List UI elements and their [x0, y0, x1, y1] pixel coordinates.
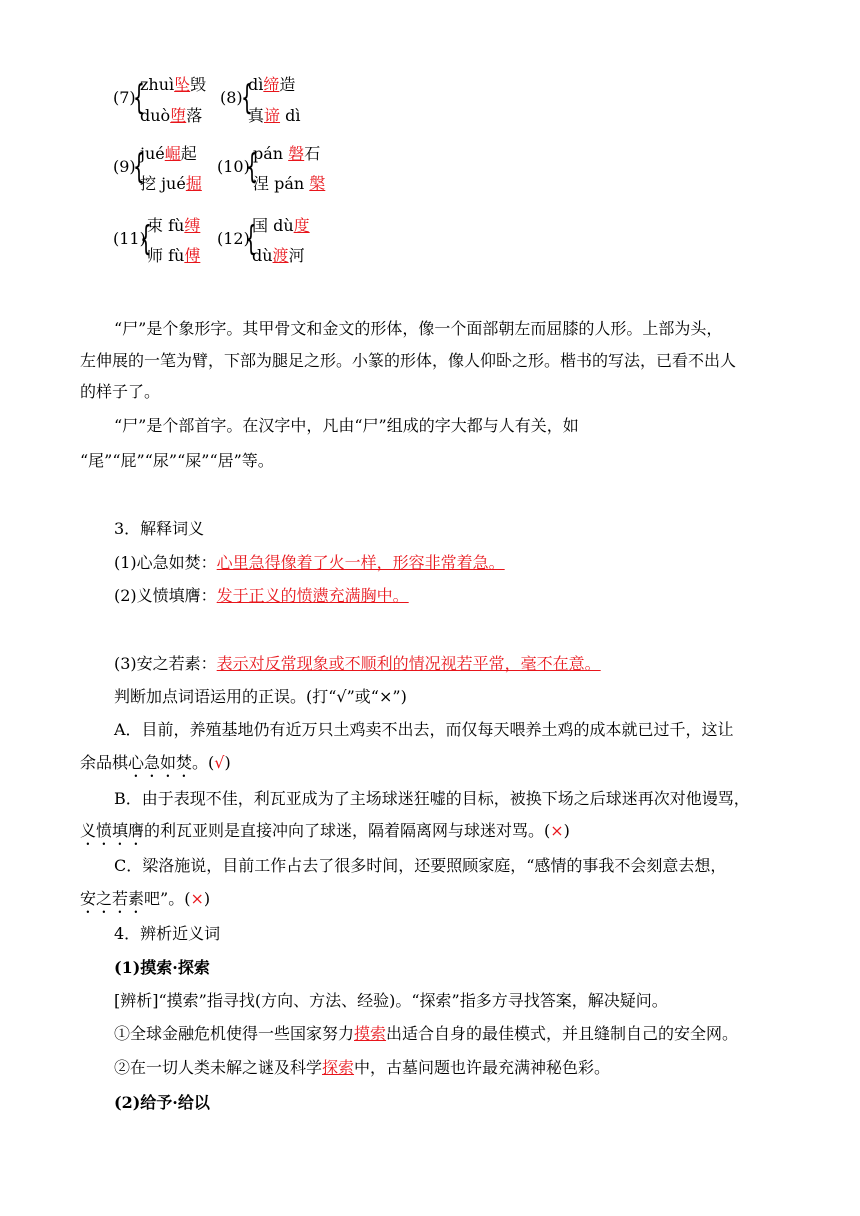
example-1: ①全球金融危机使得一些国家努力摸索出适合自身的最佳模式，并且缝制自己的安全网。 [114, 1024, 739, 1043]
pair-top: 国 dù度 [252, 216, 310, 235]
brace-icon: { [241, 78, 253, 118]
pair-top: dì缔造 [248, 75, 296, 94]
text-line: A．目前，养殖基地仍有近万只土鸡卖不出去，而仅每天喂养土鸡的成本就已过千，这让 [114, 720, 734, 739]
definition-3: (3)安之若素：表示对反常现象或不顺利的情况视若平常，毫不在意。 [114, 654, 601, 673]
text-line: “尸”是个象形字。其甲骨文和金文的形体，像一个面部朝左而屈膝的人形。上部为头， [114, 319, 723, 338]
pair-bottom: 师 fù傅 [147, 246, 201, 265]
pair-bottom: 挖 jué掘 [140, 174, 202, 193]
pair-number: (10) [217, 157, 250, 176]
brace-icon: { [246, 147, 258, 187]
pair-top: 束 fù缚 [147, 216, 201, 235]
brace-icon: { [133, 147, 145, 187]
pair-bottom: dù渡河 [252, 246, 305, 265]
pair-bottom: duò堕落 [140, 106, 203, 125]
section-3-title: 3．解释词义 [114, 519, 205, 538]
text-line: “尸”是个部首字。在汉字中，凡由“尸”组成的字大都与人有关，如 [114, 416, 579, 435]
text-line: “尾”“屁”“尿”“屎”“居”等。 [80, 451, 274, 470]
definition-1: (1)心急如焚：心里急得像着了火一样，形容非常着急。 [114, 553, 505, 572]
text-line: 余品棋心急如焚。(√) [80, 753, 231, 772]
pair-number: (8) [220, 88, 243, 107]
text-line: 左伸展的一笔为臂，下部为腿足之形。小篆的形体，像人仰卧之形。楷书的写法，已看不出人 [80, 351, 737, 370]
brace-icon: { [245, 219, 257, 259]
judge-prompt: 判断加点词语运用的正误。(打“√”或“×”) [114, 687, 407, 706]
definition-2: (2)义愤填膺：发于正义的愤懑充满胸中。 [114, 586, 409, 605]
brace-icon: { [140, 219, 152, 259]
subsection-2-title: (2)给予·给以 [114, 1093, 210, 1112]
pair-top: jué崛起 [140, 144, 197, 163]
section-4-title: 4．辨析近义词 [114, 924, 221, 943]
text-line: 的样子了。 [80, 382, 161, 401]
pair-number: (12) [217, 229, 250, 248]
example-2: ②在一切人类未解之谜及科学探索中，古墓问题也许最充满神秘色彩。 [114, 1058, 611, 1077]
pair-bottom: 涅 pán 槃 [253, 174, 326, 193]
text-line: 安之若素吧”。(×) [80, 889, 211, 908]
pair-number: (7) [113, 88, 136, 107]
brace-icon: { [133, 78, 145, 118]
pair-number: (9) [113, 157, 136, 176]
analysis-text: [辨析]“摸索”指寻找(方向、方法、经验)。“探索”指多方寻找答案，解决疑问。 [114, 991, 668, 1010]
subsection-1-title: (1)摸索·探索 [114, 958, 210, 977]
pair-bottom: 真谛 dì [248, 106, 301, 125]
pair-top: zhuì坠毁 [140, 75, 207, 94]
text-line: 义愤填膺的利瓦亚则是直接冲向了球迷，隔着隔离网与球迷对骂。(×) [80, 821, 570, 840]
text-line: C．梁洛施说，目前工作占去了很多时间，还要照顾家庭，“感情的事我不会刻意去想， [114, 856, 727, 875]
text-line: B．由于表现不佳，利瓦亚成为了主场球迷狂嘘的目标，被换下场之后球迷再次对他谩骂， [114, 789, 750, 808]
pair-top: pán 磐石 [253, 144, 321, 163]
pair-number: (11) [113, 229, 146, 248]
